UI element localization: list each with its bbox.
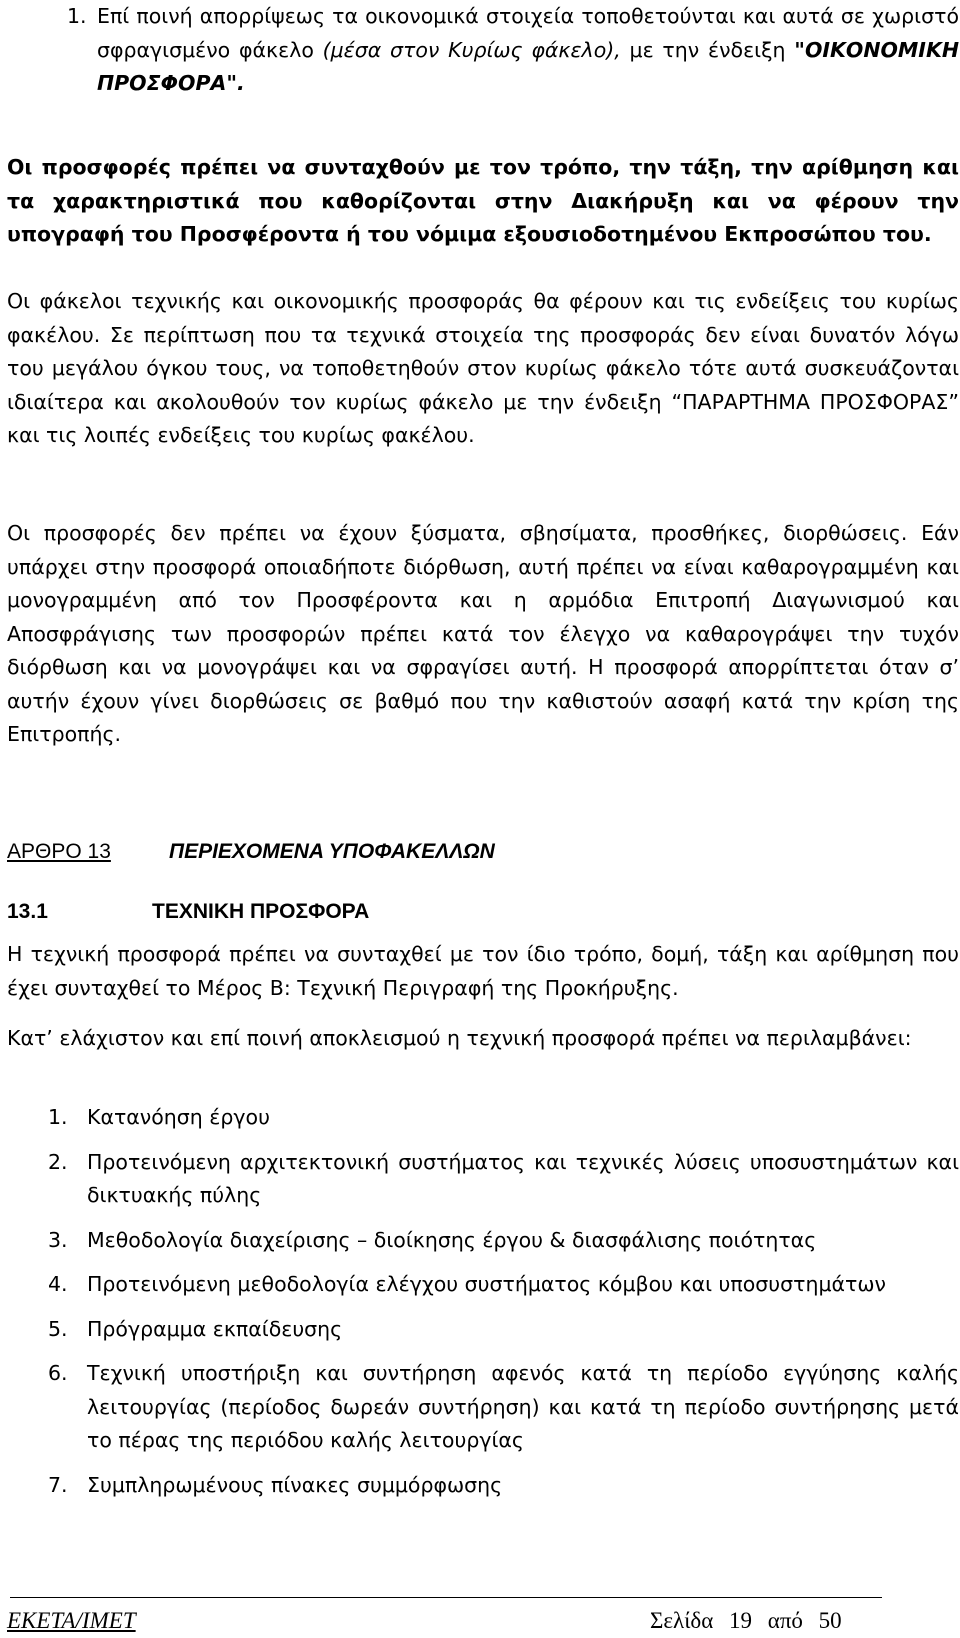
technical-offer-paragraph: Η τεχνική προσφορά πρέπει να συνταχθεί με τον ίδιο τρόπο, δομή, τάξη και αρίθμηση που έχει συνταχθεί το Μέρος Β: Τεχνική Περιγραφή της Προκήρυξης. (7, 942, 959, 1000)
envelope-rule-item: 1. Επί ποινή απορρίψεως τα οικονομικά στοιχεία τοποθετούνται και αυτά σε χωριστό σφραγισμένο φάκελο (μέσα στον Κυρίως φάκελο), με την ένδειξη "ΟΙΚΟΝΟΜΙΚΗ ΠΡΟΣΦΟΡΑ". (7, 0, 959, 101)
envelopes-paragraph: Οι φάκελοι τεχνικής και οικονομικής προσφοράς θα φέρουν και τις ενδείξεις του κυρίως φακέλου. Σε περίπτωση που τα τεχνικά στοιχεία της προσφοράς δεν είναι δυνατόν λόγω του μεγάλου όγκου τους, να τοποθετηθούν στον κυρίως φάκελο τότε αυτά συσκευάζονται ιδιαίτερα και ακολουθούν τον κυρίως φάκελο με την ένδειξη “ΠΑΡΑΡΤΗΜΑ ΠΡΟΣΦΟΡΑΣ” και τις λοιπές ενδείξεις του κυρίως φακέλου. (7, 289, 959, 447)
technical-offer-list (7, 1101, 959, 1502)
item-number: 1. (67, 4, 87, 28)
list-item: 1. Κατανόηση έργου (48, 1105, 270, 1129)
list-item: 4. Προτεινόμενη μεθοδολογία ελέγχου συστήματος κόμβου και υποσυστημάτων (48, 1272, 886, 1296)
minimum-content-paragraph: Κατ’ ελάχιστον και επί ποινή αποκλεισμού η τεχνική προσφορά πρέπει να περιλαμβάνει: (7, 1026, 912, 1050)
article-number: ΑΡΘΡΟ 13 (7, 840, 111, 863)
footer-page-number: Σελίδα 19 από 50 (650, 1608, 842, 1633)
article-title: ΠΕΡΙΕΧΟΜΕΝΑ ΥΠΟΦΑΚΕΛΛΩΝ (169, 840, 495, 863)
footer-organization: ΕΚΕΤΑ/ΙΜΕΤ (7, 1608, 136, 1633)
list-item: 2. Προτεινόμενη αρχιτεκτονική συστήματος και τεχνικές λύσεις υποσυστημάτων και δικτυακής πύλης (48, 1149, 959, 1207)
list-item: 5. Πρόγραμμα εκπαίδευσης (48, 1316, 343, 1341)
list-item: 7. Συμπληρωμένους πίνακες συμμόρφωσης (48, 1472, 503, 1497)
section-number: 13.1 (7, 900, 48, 923)
list-item: 6. Τεχνική υποστήριξη και συντήρηση αφενός κατά τη περίοδο εγγύησης καλής λειτουργίας (περίοδος δωρεάν συντήρηση) και κατά τη περίοδο συντήρησης μετά το πέρας της περιόδου καλής λειτουργίας (48, 1361, 959, 1452)
corrections-paragraph: Οι προσφορές δεν πρέπει να έχουν ξύσματα, σβησίματα, προσθήκες, διορθώσεις. Εάν υπάρχει στην προσφορά οποιαδήποτε διόρθωση, αυτή πρέπει να είναι καθαρογραμμένη και μονογραμμένη από τον Προσφέροντα και η αρμόδια Επιτροπή Διαγωνισμού και Αποσφράγισης των προσφορών πρέπει κατά τον έλεγχο να καθαρογράψει την τυχόν διόρθωση και να μονογράψει και να σφραγίσει αυτή. Η προσφορά απορρίπτεται όταν σ’ αυτήν έχουν γίνει διορθώσεις σε βαθμό που την καθιστούν ασαφή κατά την κρίση της Επιτροπής. (7, 521, 959, 746)
footer-divider (10, 1597, 882, 1598)
offer-format-paragraph: Οι προσφορές πρέπει να συνταχθούν με τον τρόπο, την τάξη, την αρίθμηση και τα χαρακτηριστικά που καθορίζονται στην Διακήρυξη και να φέρουν την υπογραφή του Προσφέροντα ή του νόμιμα εξουσιοδοτημένου Εκπροσώπου του. (7, 155, 959, 246)
section-title: ΤΕΧΝΙΚΗ ΠΡΟΣΦΟΡΑ (152, 900, 370, 923)
list-item: 3. Μεθοδολογία διαχείρισης – διοίκησης έργου & διασφάλισης ποιότητας (48, 1227, 817, 1252)
article-heading (7, 835, 959, 865)
